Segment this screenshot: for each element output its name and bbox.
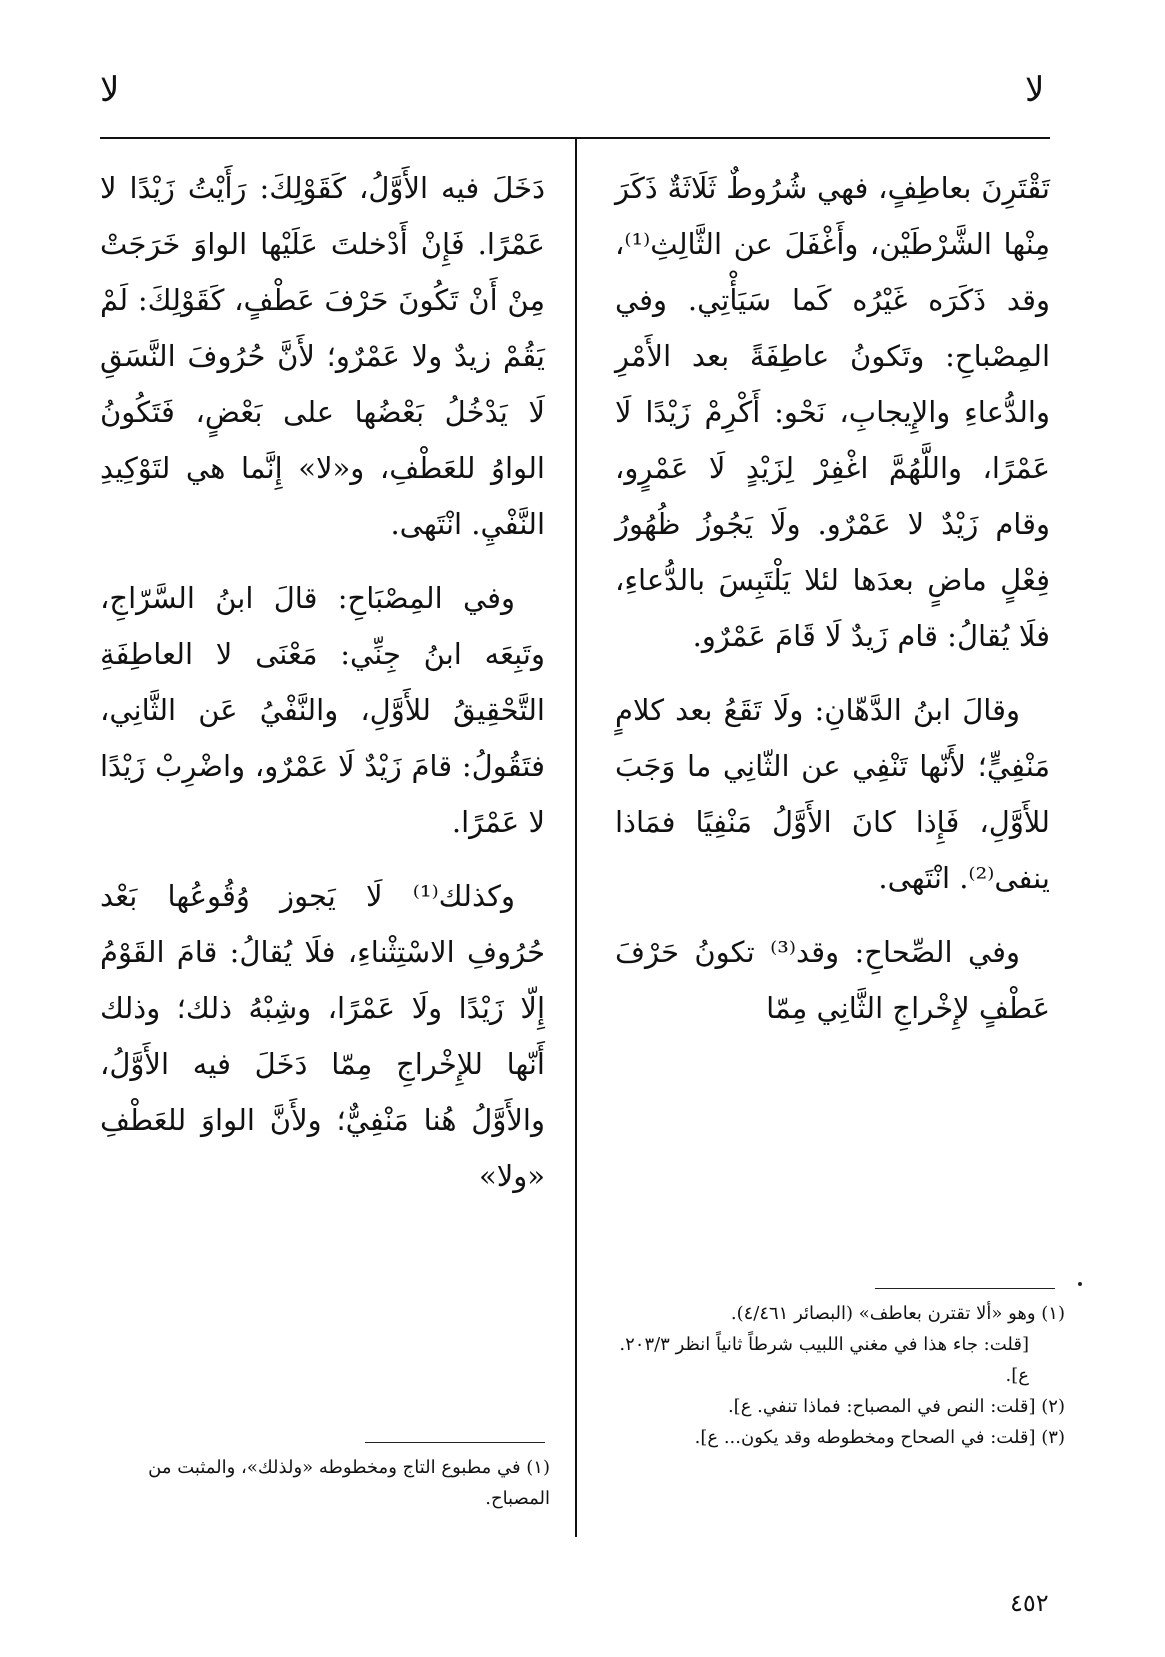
footnote-right-1: (١) وهو «ألا تقترن بعاطف» (البصائر ٤/٤٦١). xyxy=(730,1303,1065,1324)
right-paragraph-1: تَقْتَرِنَ بعاطِفٍ، فهي شُرُوطٌ ثَلَاثَةٌ ذَكَرَ مِنْها الشَّرْطَيْن، وأَغْفَلَ عن الثَّالِثِ⁽¹⁾، وقد ذَكَرَه غَيْرُه كَما سَيَأْتِي. وفي المِصْباحِ: وتَكونُ عاطِفَةً بعد الأَمْرِ والدُّعاءِ والإِيجابِ، نَحْو: أَكْرِمْ زَيْدًا لَا عَمْرًا، واللَّهُمَّ اغْفِرْ لِزَيْدٍ لَا عَمْرٍو، وقام زَيْدٌ لا عَمْرٌو. ولَا يَجُوزُ ظُهُورُ فِعْلٍ ماضٍ بعدَها لئلا يَلْتَبِسَ بالدُّعاءِ، فلَا يُقالُ: قام زَيدٌ لَا قَامَ عَمْرٌو. xyxy=(615,171,1050,653)
footnote-right-2: (٢) [قلت: النص في المصباح: فماذا تنفي. ع]. xyxy=(727,1396,1065,1417)
footnote-left-1: (١) في مطبوع التاج ومخطوطه «ولذلك»، والمثبت من المصباح. xyxy=(148,1457,550,1509)
footnote-right-3: (٣) [قلت: في الصحاح ومخطوطه وقد يكون... ع]. xyxy=(694,1427,1065,1448)
right-column xyxy=(615,160,1050,1054)
running-header-left: لا xyxy=(100,70,120,110)
page-number: ٤٥٢ xyxy=(1010,1589,1049,1617)
footnotes-right xyxy=(615,1298,1065,1453)
left-column xyxy=(100,160,545,1222)
footnote-rule-left xyxy=(365,1442,545,1443)
footnote-rule-right xyxy=(875,1288,1055,1289)
footnote-right-1-continuation: [قلت: جاء هذا في مغني اللبيب شرطاً ثانياً انظر ٢٠٣/٣. ع]. xyxy=(619,1334,1029,1386)
footnotes-left xyxy=(100,1452,550,1514)
running-header-right: لا xyxy=(1025,70,1045,110)
right-paragraph-2: وقالَ ابنُ الدَّهّانِ: ولَا تَقَعُ بعد كلامٍ مَنْفِيٍّ؛ لأَنّها تَنْفِي عن الثّانِي ما وَجَبَ للأَوَّلِ، فَإِذا كانَ الأَوَّلُ مَنْفِيًا فمَاذا ينفى⁽²⁾. انْتَهى. xyxy=(615,693,1050,895)
column-divider xyxy=(575,137,577,1537)
stray-dot-mark xyxy=(1078,1282,1082,1286)
left-paragraph-2: وفي المِصْبَاحِ: قالَ ابنُ السَّرّاجِ، وتَبِعَه ابنُ جِنِّي: مَعْنَى لا العاطِفَةِ التَّحْقِيقُ للأَوَّلِ، والنَّفْيُ عَن الثَّانِي، فتَقُولُ: قامَ زَيْدٌ لَا عَمْرٌو، واضْرِبْ زَيْدًا لا عَمْرًا. xyxy=(100,581,545,839)
right-paragraph-3: وفي الصِّحاحِ: وقد⁽³⁾ تكونُ حَرْفَ عَطْفٍ لإِخْراجِ الثَّانِي مِمّا xyxy=(615,935,1050,1025)
left-paragraph-3: وكذلك⁽¹⁾ لَا يَجوز وُقُوعُها بَعْد حُرُوفِ الاسْتِثْناءِ، فلَا يُقالُ: قامَ القَوْمُ إِلّا زَيْدًا ولَا عَمْرًا، وشِبْهُ ذلك؛ وذلك أَنّها للإِخْراجِ مِمّا دَخَلَ فيه الأَوَّلُ، والأَوَّلُ هُنا مَنْفِيٌّ؛ ولأَنَّ الواوَ للعَطْفِ «ولا» xyxy=(100,879,545,1193)
left-paragraph-1: دَخَلَ فيه الأَوَّلُ، كَقَوْلِكَ: رَأَيْتُ زَيْدًا لا عَمْرًا. فَإِنْ أَدْخلتَ عَلَيْها الواوَ خَرَجَتْ مِنْ أَنْ تَكُونَ حَرْفَ عَطْفٍ، كَقَوْلِكَ: لَمْ يَقُمْ زيدٌ ولا عَمْرٌو؛ لأَنَّ حُرُوفَ النَّسَقِ لَا يَدْخُلُ بَعْضُها على بَعْضٍ، فَتَكُونُ الواوُ للعَطْفِ، و«لا» إِنَّما هي لتَوْكِيدِ النَّفْيِ. انْتَهى. xyxy=(100,171,545,541)
